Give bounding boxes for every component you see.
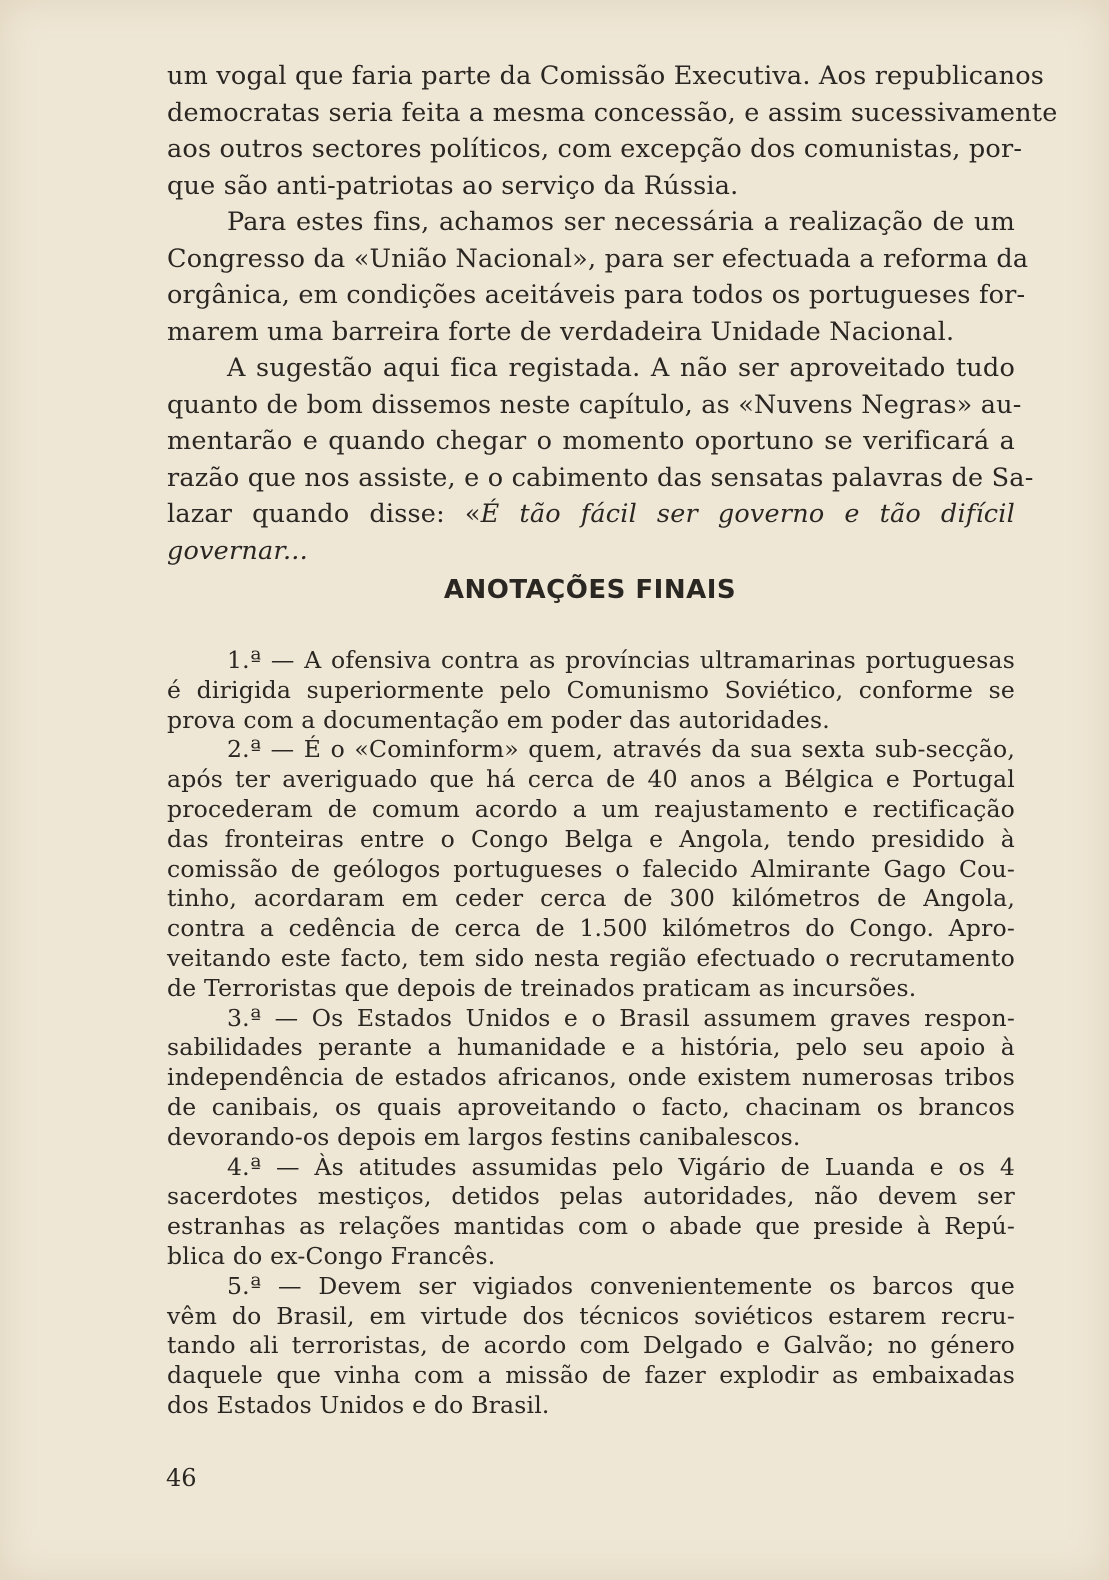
text-line: daquele que vinha com a missão de fazer explodir as embaixadas: [167, 1361, 1015, 1390]
text-line: A sugestão aqui fica registada. A não ser aproveitado tudo: [227, 353, 1015, 383]
page-number: 46: [166, 1464, 197, 1492]
text-line: democratas seria feita a mesma concessão, e assim sucessivamente: [167, 97, 1058, 128]
text-line: aos outros sectores políticos, com excepção dos comunistas, por-: [167, 134, 1023, 164]
paragraph: [167, 1004, 1015, 1153]
text-line: contra a cedência de cerca de 1.500 kilómetros do Congo. Apro-: [167, 914, 1015, 943]
paragraph: [167, 350, 1034, 569]
text-line: razão que nos assiste, e o cabimento das sensatas palavras de Sa-: [167, 462, 1034, 493]
text-line: devorando-os depois em largos festins canibalescos.: [167, 1122, 801, 1151]
text-line: procederam de comum acordo a um reajustamento e rectificação: [167, 794, 1015, 823]
text-line: veitando este facto, tem sido nesta região efectuado o recrutamento: [167, 943, 1015, 972]
text-line: 3.ª — Os Estados Unidos e o Brasil assumem graves respon-: [227, 1003, 1015, 1032]
text-line: tando ali terroristas, de acordo com Delgado e Galvão; no género: [167, 1331, 1015, 1360]
paragraph: [167, 1272, 1015, 1421]
text-line: orgânica, em condições aceitáveis para todos os portugueses for-: [167, 280, 1026, 310]
italic-quote: governar...: [167, 535, 308, 566]
text-line: independência de estados africanos, onde existem numerosas tribos: [167, 1063, 1015, 1092]
text-line: que são anti-patriotas ao serviço da Rússia.: [167, 170, 739, 201]
text-line: comissão de geólogos portugueses o falecido Almirante Gago Cou-: [167, 854, 1015, 883]
text-line: marem uma barreira forte de verdadeira Unidade Nacional.: [167, 316, 955, 347]
text-line: um vogal que faria parte da Comissão Executiva. Aos republicanos: [167, 61, 1045, 91]
text-line: Congresso da «União Nacional», para ser efectuada a reforma da: [167, 243, 1029, 274]
paragraph: [167, 646, 1015, 735]
text-line: blica do ex-Congo Francês.: [167, 1241, 496, 1270]
text-line: dos Estados Unidos e do Brasil.: [167, 1390, 550, 1419]
section-heading: ANOTAÇÕES FINAIS: [443, 575, 737, 605]
text-line: 5.ª — Devem ser vigiados convenientemente os barcos que: [227, 1271, 1015, 1300]
paragraph: [167, 735, 1015, 1003]
text-line: de canibais, os quais aproveitando o facto, chacinam os brancos: [167, 1092, 1015, 1121]
text-line: prova com a documentação em poder das autoridades.: [167, 705, 830, 734]
body-text-section: [167, 58, 1058, 569]
text-line: Para estes fins, achamos ser necessária a realização de um: [227, 207, 1015, 237]
text-line: é dirigida superiormente pelo Comunismo Soviético, conforme se: [167, 675, 1015, 704]
text-line: estranhas as relações mantidas com o abade que preside à Repú-: [167, 1212, 1015, 1241]
text-line: [167, 496, 1015, 533]
text-line: das fronteiras entre o Congo Belga e Angola, tendo presidido à: [167, 824, 1015, 853]
text-segment: lazar quando disse: «: [167, 499, 481, 529]
italic-quote: É tão fácil ser governo e tão difícil: [480, 499, 1015, 529]
paragraph: [167, 58, 1058, 204]
final-notes-section: [167, 646, 1015, 1421]
text-line: quanto de bom dissemos neste capítulo, as «Nuvens Negras» au-: [167, 389, 1022, 420]
text-line: sabilidades perante a humanidade e a história, pelo seu apoio à: [167, 1033, 1015, 1062]
text-line: [167, 533, 1015, 570]
text-line: 2.ª — É o «Cominform» quem, através da sua sexta sub-secção,: [227, 735, 1015, 764]
text-line: sacerdotes mestiços, detidos pelas autoridades, não devem ser: [167, 1182, 1015, 1211]
paragraph: [167, 1153, 1015, 1272]
text-line: 4.ª — Às atitudes assumidas pelo Vigário de Luanda e os 4: [227, 1152, 1015, 1181]
text-line: após ter averiguado que há cerca de 40 anos a Bélgica e Portugal: [167, 765, 1015, 794]
paragraph: [167, 204, 1029, 350]
text-line: vêm do Brasil, em virtude dos técnicos soviéticos estarem recru-: [167, 1301, 1015, 1330]
text-line: mentarão e quando chegar o momento oportuno se verificará a: [167, 426, 1015, 456]
text-line: de Terroristas que depois de treinados praticam as incursões.: [167, 973, 917, 1002]
text-line: 1.ª — A ofensiva contra as províncias ultramarinas portuguesas: [227, 646, 1015, 674]
text-line: tinho, acordaram em ceder cerca de 300 kilómetros de Angola,: [167, 884, 1015, 913]
